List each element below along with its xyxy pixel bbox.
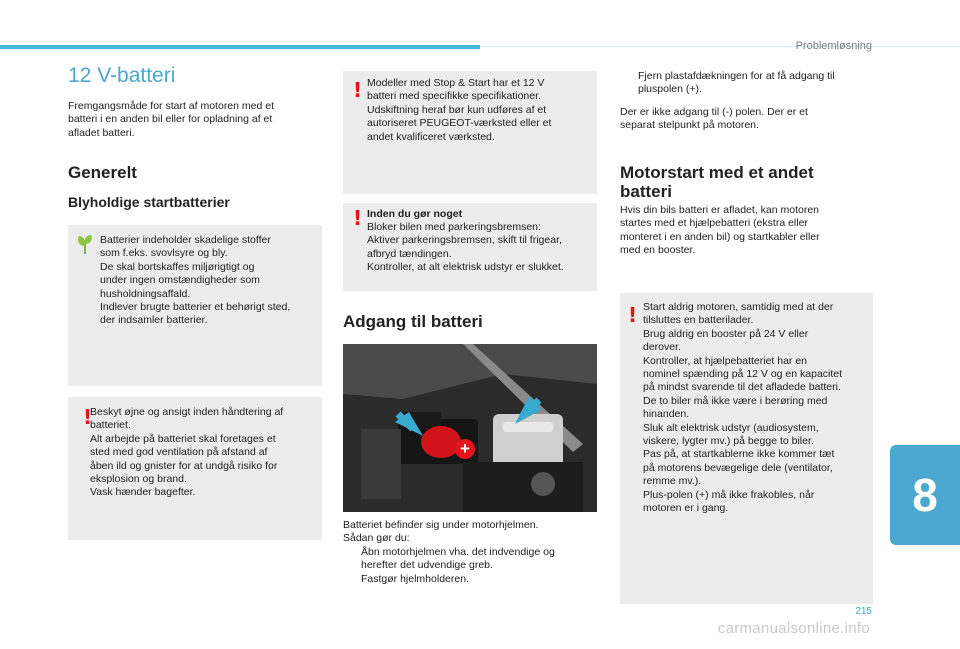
chapter-tab: 8 [890, 445, 960, 545]
motorstart-text: Hvis din bils batteri er afladet, kan motoren startes med et hjælpebatteri (ekstra eller monteret i en anden bil) og startkabler eller med en booster. [620, 204, 820, 257]
warning-box-stopstart [343, 71, 597, 194]
leaf-icon [76, 234, 94, 256]
warning-box-jumpstart [620, 293, 873, 604]
step-text: Fastgør hjelmholderen. [361, 573, 469, 585]
warning-icon: ! [353, 78, 363, 102]
page-number: 215 [855, 606, 872, 617]
heading-generelt: Generelt [68, 163, 137, 182]
watermark: carmanualsonline.info [717, 620, 870, 637]
engine-bay-photo [343, 344, 597, 512]
header-accent-bar [0, 45, 480, 49]
access-caption: Batteriet befinder sig under motorhjelmen. Sådan gør du: [343, 519, 539, 545]
heading-blyholdige: Blyholdige startbatterier [68, 194, 230, 210]
warning-text-stopstart: Modeller med Stop & Start har et 12 V batteri med specifikke specifikationer. Udskiftning heraf bør kun udføres af et autoriseret PEUGEOT-værksted eller et andet kvalificeret værksted. [367, 77, 552, 143]
list-item [343, 546, 597, 573]
engine-illustration [343, 344, 597, 512]
step-text: Fjern plastafdækningen for at få adgang til pluspolen (+). [638, 70, 835, 96]
warning-text-protection: Beskyt øjne og ansigt inden håndtering af batteriet. Alt arbejde på batteriet skal foretages et sted med god ventilation på afstand af åben ild og gnister for at undgå risiko for eksplosion og brand. Vask hænder bagefter. [90, 406, 284, 499]
before-title: Inden du gør noget [367, 208, 463, 220]
warning-icon: ! [83, 405, 93, 429]
terminal-note: Der er ikke adgang til (-) polen. Der er et separat stelpunkt på motoren. [620, 106, 808, 132]
step-text: Åbn motorhjelmen vha. det indvendige og herefter det udvendige greb. [361, 546, 555, 572]
environment-note-text: Batterier indeholder skadelige stoffer som f.eks. svovlsyre og bly. De skal bortskaffes miljørigtigt og under ingen omstændigheder som husholdningsaffald. Indlever brugte batterier et behørigt sted, der indsamler batterier. [100, 234, 291, 327]
chapter-title: Problemløsning [795, 40, 872, 52]
warning-box-before [343, 203, 597, 291]
warning-text-jumpstart: Start aldrig motoren, samtidig med at der tilsluttes en batterilader. Brug aldrig en booster på 24 V eller derover. Kontroller, at hjælpebatteriet har en nominel spænding på 12 V og en kapacitet på mindst svarende til det afladede batteri. De to biler må ikke være i berøring med hinanden. Sluk alt elektrisk udstyr (audiosystem, viskere, lygter mv.) på begge to biler. Pas på, at startkablerne ikke kommer tæt på motorens bevægelige dele (ventilator, remme mv.). Plus-polen (+) må ikke frakobles, når motoren er i gang. [643, 301, 843, 515]
warning-icon: ! [353, 206, 363, 230]
plus-terminal-marker: + [455, 439, 475, 459]
intro-text: Fremgangsmåde for start af motoren med et batteri i en anden bil eller for opladning af et afladet batteri. [68, 100, 275, 139]
environment-note-box [68, 225, 322, 386]
warning-box-protection [68, 397, 322, 540]
header-rule [480, 46, 960, 47]
heading-motorstart: Motorstart med et andet batteri [620, 163, 814, 201]
list-item [620, 70, 874, 97]
access-steps-list [343, 546, 597, 587]
before-text: Bloker bilen med parkeringsbremsen: Aktiver parkeringsbremsen, skift til frigear, afbryd tændingen. Kontroller, at alt elektrisk udstyr er slukket. [367, 221, 564, 274]
page-title: 12 V-batteri [68, 64, 176, 87]
list-item [343, 573, 597, 587]
heading-adgang: Adgang til batteri [343, 312, 483, 331]
warning-icon: ! [628, 303, 638, 327]
